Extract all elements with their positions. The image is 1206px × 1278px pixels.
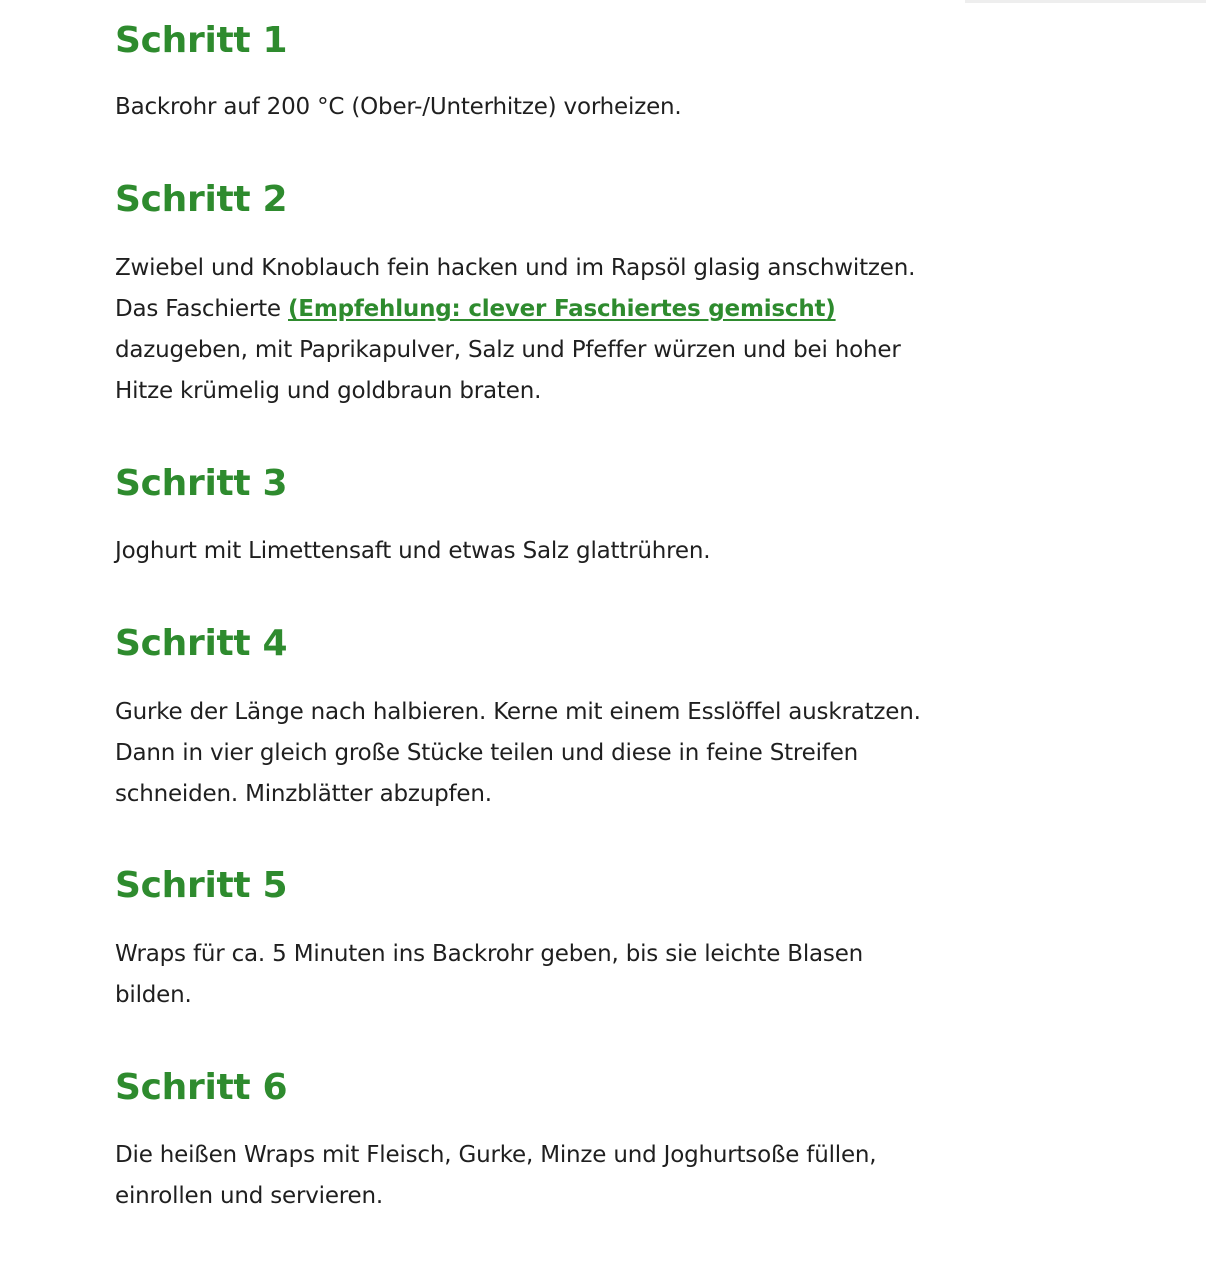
step-4-title: Schritt 4 (115, 623, 288, 664)
step-5-title: Schritt 5 (115, 865, 288, 906)
step-6-text: Die heißen Wraps mit Fleisch, Gurke, Minze und Joghurtsoße füllen, einrollen und servieren. (115, 1142, 877, 1209)
step-6-title: Schritt 6 (115, 1067, 288, 1108)
top-divider (965, 0, 1206, 3)
step-1-title: Schritt 1 (115, 20, 288, 61)
step-1-text: Backrohr auf 200 °C (Ober-/Unterhitze) vorheizen. (115, 94, 682, 120)
step-4-text: Gurke der Länge nach halbieren. Kerne mit einem Esslöffel auskratzen. Dann in vier gleich große Stücke teilen und diese in feine Streifen schneiden. Minzblätter abzupfen. (115, 699, 921, 807)
recommendation-link[interactable]: (Empfehlung: clever Faschiertes gemischt) (288, 296, 836, 322)
step-2-text-before: Zwiebel und Knoblauch fein hacken und im Rapsöl glasig anschwitzen. Das Faschierte (115, 255, 916, 322)
step-2-text-after: dazugeben, mit Paprikapulver, Salz und Pfeffer würzen und bei hoher Hitze krümelig und goldbraun braten. (115, 337, 901, 404)
step-5-text: Wraps für ca. 5 Minuten ins Backrohr geben, bis sie leichte Blasen bilden. (115, 941, 864, 1008)
step-3-title: Schritt 3 (115, 463, 288, 504)
step-3-text: Joghurt mit Limettensaft und etwas Salz glattrühren. (115, 538, 711, 564)
step-2-title: Schritt 2 (115, 179, 288, 220)
step-2-text (115, 248, 935, 412)
